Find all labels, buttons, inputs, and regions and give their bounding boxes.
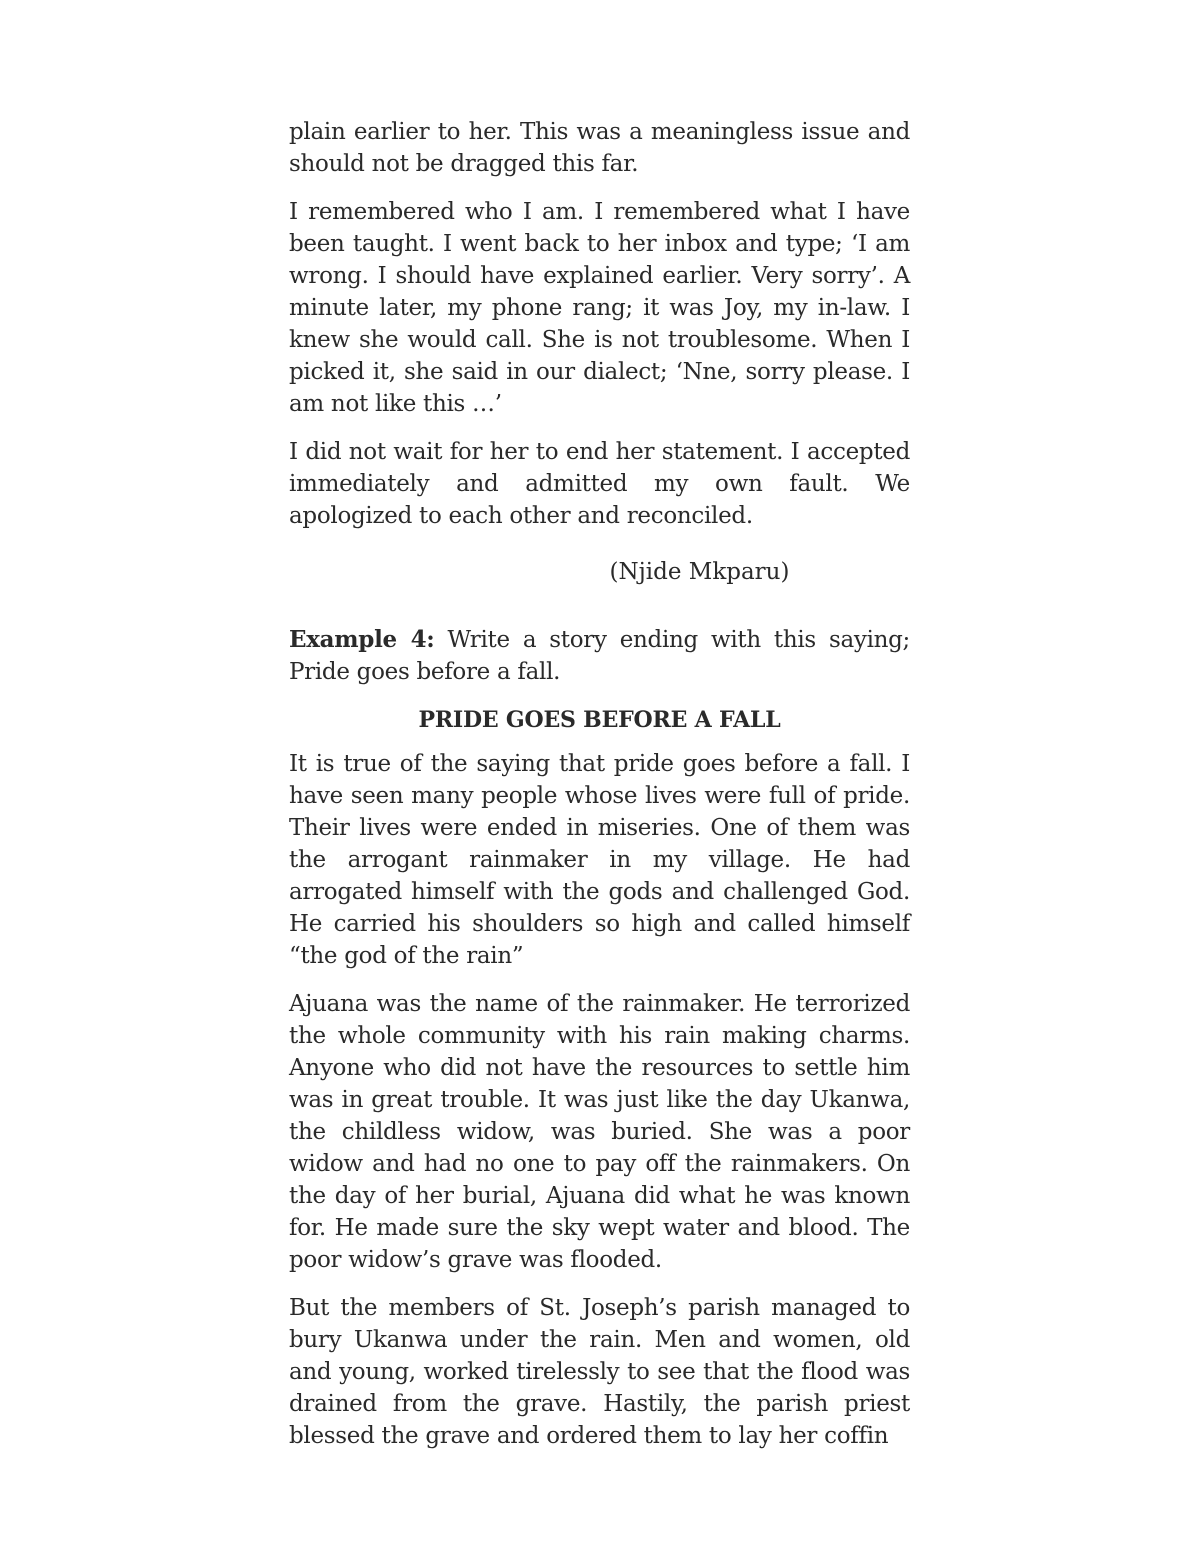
story-title: PRIDE GOES BEFORE A FALL bbox=[418, 707, 781, 733]
author-attribution: (Njide Mkparu) bbox=[609, 559, 790, 585]
paragraph-2: I remembered who I am. I remembered what I have been taught. I went back to her inbox and type; ‘I am wrong. I should have explained earlier. Very sorry’. A minute later, my phone rang; it was Joy, my in-law. I knew she would call. She is not troublesome. When I picked it, she said in our dialect; ‘Nne, sorry please. I am not like this …’ bbox=[289, 199, 910, 417]
example-prompt bbox=[289, 624, 910, 688]
document-page bbox=[289, 116, 910, 1468]
example-text: Write a story ending with this saying; Pride goes before a fall. bbox=[289, 627, 911, 685]
story-paragraph-3: But the members of St. Joseph’s parish managed to bury Ukanwa under the rain. Men and women, old and young, worked tirelessly to see that the flood was drained from the grave. Hastily, the parish priest blessed the grave and ordered them to lay her coffin bbox=[289, 1295, 910, 1449]
story-paragraph-1: It is true of the saying that pride goes before a fall. I have seen many people whose lives were full of pride. Their lives were ended in miseries. One of them was the arrogant rainmaker in my village. He had arrogated himself with the gods and challenged God. He carried his shoulders so high and called himself “the god of the rain” bbox=[289, 751, 910, 969]
story-paragraph-2: Ajuana was the name of the rainmaker. He terrorized the whole community with his rain making charms. Anyone who did not have the resources to settle him was in great trouble. It was just like the day Ukanwa, the childless widow, was buried. She was a poor widow and had no one to pay off the rainmakers. On the day of her burial, Ajuana did what he was known for. He made sure the sky wept water and blood. The poor widow’s grave was flooded. bbox=[289, 991, 910, 1273]
paragraph-3: I did not wait for her to end her statement. I accepted immediately and admitted my own fault. We apologized to each other and reconciled. bbox=[289, 439, 910, 529]
paragraph-1: plain earlier to her. This was a meaningless issue and should not be dragged this far. bbox=[289, 119, 910, 177]
example-label: Example 4: bbox=[289, 626, 435, 653]
